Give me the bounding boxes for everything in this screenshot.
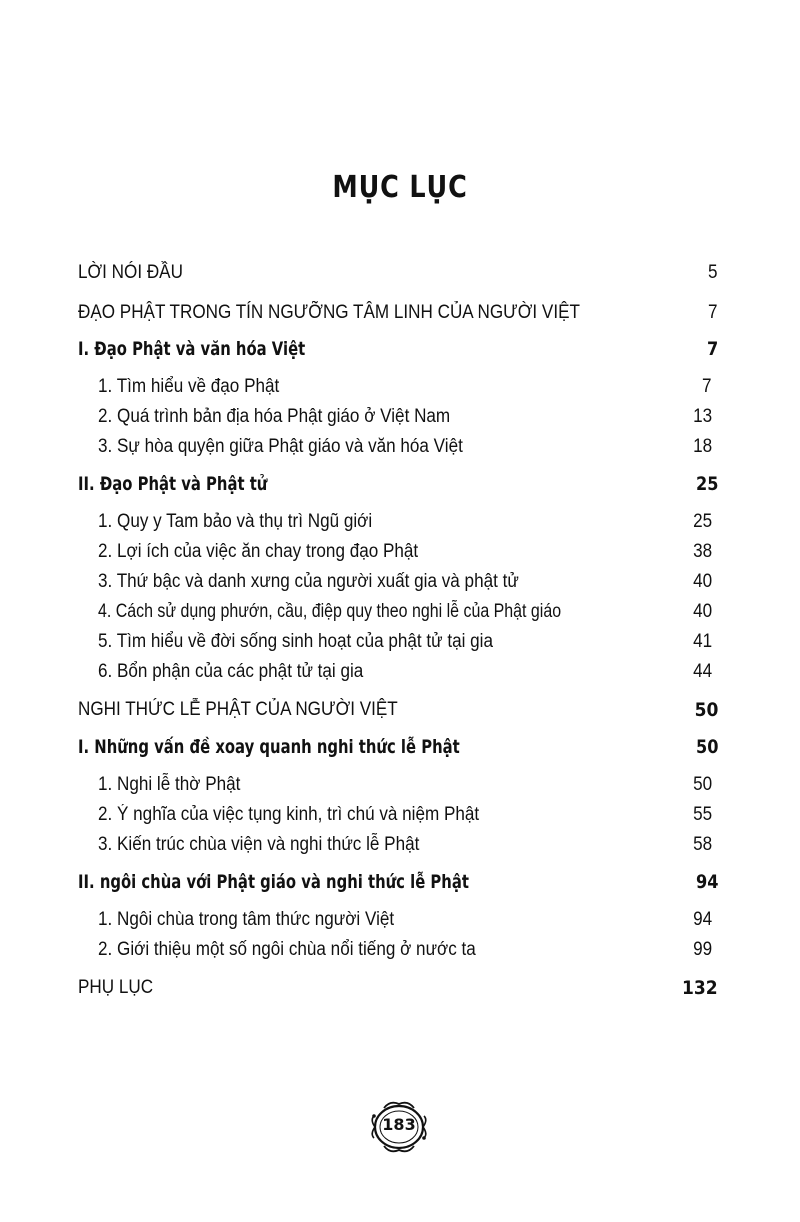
toc-entry-title: II. ngôi chùa với Phật giáo và nghi thức lễ Phật bbox=[78, 871, 469, 893]
toc-entry-title: 3. Thứ bậc và danh xưng của người xuất gia và phật tử bbox=[98, 571, 519, 592]
toc-entry-title: 1. Ngôi chùa trong tâm thức người Việt bbox=[98, 909, 395, 930]
toc-entry-title: 3. Sự hòa quyện giữa Phật giáo và văn hóa Việt bbox=[98, 436, 463, 457]
toc-entry-page: 18 bbox=[692, 436, 712, 457]
toc-entry-page: 94 bbox=[692, 909, 712, 930]
toc-row[interactable] bbox=[78, 597, 718, 627]
toc-row[interactable] bbox=[78, 732, 718, 762]
toc-entry-title: 6. Bổn phận của các phật tử tại gia bbox=[98, 661, 364, 682]
toc-row[interactable] bbox=[78, 567, 718, 597]
toc-entry-title: LỜI NÓI ĐẦU bbox=[78, 262, 183, 283]
toc-entry-page: 44 bbox=[692, 661, 712, 682]
toc-entry-title: II. Đạo Phật và Phật tử bbox=[78, 473, 268, 495]
toc-entry-page: 40 bbox=[692, 571, 712, 592]
toc-row[interactable] bbox=[78, 469, 718, 499]
toc-entry-page: 55 bbox=[692, 804, 712, 825]
toc-row[interactable] bbox=[78, 830, 718, 860]
toc-row[interactable] bbox=[78, 372, 718, 402]
toc-row[interactable] bbox=[78, 627, 718, 657]
toc-row[interactable] bbox=[78, 657, 718, 687]
toc-row[interactable] bbox=[78, 258, 718, 288]
toc-row[interactable] bbox=[78, 867, 718, 897]
toc-row[interactable] bbox=[78, 298, 718, 328]
toc-entry-title: 1. Quy y Tam bảo và thụ trì Ngũ giới bbox=[98, 511, 373, 532]
toc-entry-title: I. Những vấn đề xoay quanh nghi thức lễ Phật bbox=[78, 736, 460, 758]
toc-row[interactable] bbox=[78, 695, 718, 725]
toc-entry-title: NGHI THỨC LỄ PHẬT CỦA NGƯỜI VIỆT bbox=[78, 699, 398, 720]
toc-entry-page: 7 bbox=[708, 302, 718, 323]
toc-entry-title: 3. Kiến trúc chùa viện và nghi thức lễ Phật bbox=[98, 834, 420, 855]
toc-entry-page: 25 bbox=[692, 511, 712, 532]
toc-entry-page: 25 bbox=[695, 473, 718, 495]
toc-entry-page: 41 bbox=[692, 631, 712, 652]
page-number: 183 bbox=[382, 1115, 416, 1134]
toc-entry-title: 5. Tìm hiểu về đời sống sinh hoạt của phật tử tại gia bbox=[98, 631, 493, 652]
page-title: MỤC LỤC bbox=[332, 170, 468, 205]
toc-entry-page: 13 bbox=[692, 406, 712, 427]
page-number-badge bbox=[364, 1098, 434, 1156]
toc-entry-title: 2. Giới thiệu một số ngôi chùa nổi tiếng ở nước ta bbox=[98, 939, 476, 960]
toc-entry-page: 50 bbox=[692, 774, 712, 795]
toc-entry-page: 5 bbox=[708, 262, 718, 283]
toc-entry-page: 132 bbox=[682, 977, 718, 999]
toc-row[interactable] bbox=[78, 402, 718, 432]
toc-entry-title: 2. Ý nghĩa của việc tụng kinh, trì chú và niệm Phật bbox=[98, 804, 480, 825]
toc-entry-title: 2. Quá trình bản địa hóa Phật giáo ở Việt Nam bbox=[98, 406, 451, 427]
toc-entry-page: 58 bbox=[692, 834, 712, 855]
toc-entry-title: I. Đạo Phật và văn hóa Việt bbox=[78, 338, 306, 360]
toc-entry-title: 1. Nghi lễ thờ Phật bbox=[98, 774, 241, 795]
toc-entry-page: 94 bbox=[695, 871, 718, 893]
toc-row[interactable] bbox=[78, 334, 718, 364]
toc-entry-page: 99 bbox=[692, 939, 712, 960]
toc-entry-page: 38 bbox=[692, 541, 712, 562]
toc-row[interactable] bbox=[78, 800, 718, 830]
toc-row[interactable] bbox=[78, 935, 718, 965]
toc-entry-page: 40 bbox=[692, 601, 712, 622]
toc-entry-page: 50 bbox=[695, 736, 718, 758]
toc-row[interactable] bbox=[78, 537, 718, 567]
toc-entry-page: 7 bbox=[702, 376, 712, 397]
toc-entry-title: PHỤ LỤC bbox=[78, 977, 154, 998]
toc-row[interactable] bbox=[78, 507, 718, 537]
toc-entry-title: 2. Lợi ích của việc ăn chay trong đạo Phật bbox=[98, 541, 419, 562]
toc-entry-title: ĐẠO PHẬT TRONG TÍN NGƯỠNG TÂM LINH CỦA NGƯỜI VIỆT bbox=[78, 302, 580, 323]
toc-entry-page: 50 bbox=[694, 699, 718, 721]
toc-row[interactable] bbox=[78, 905, 718, 935]
table-of-contents bbox=[78, 258, 718, 1003]
toc-entry-page: 7 bbox=[706, 338, 718, 360]
toc-entry-title: 4. Cách sử dụng phướn, cầu, điệp quy theo nghi lễ của Phật giáo bbox=[98, 601, 562, 622]
toc-row[interactable] bbox=[78, 432, 718, 462]
toc-row[interactable] bbox=[78, 973, 718, 1003]
toc-entry-title: 1. Tìm hiểu về đạo Phật bbox=[98, 376, 280, 397]
toc-row[interactable] bbox=[78, 770, 718, 800]
